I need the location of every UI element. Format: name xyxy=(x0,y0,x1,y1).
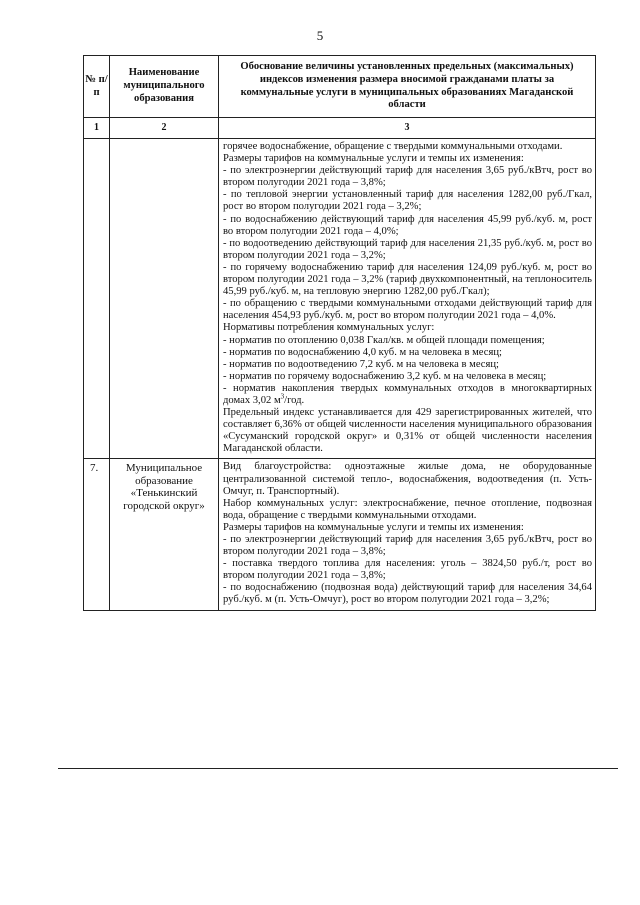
table-header-row xyxy=(84,56,596,118)
column-number-3: 3 xyxy=(219,118,596,139)
text-line: - поставка твердого топлива для населения: уголь – 3824,50 руб./т, рост во втором полугодии 2021 года – 3,8%; xyxy=(223,558,592,582)
tko-norm-tail: /год. xyxy=(284,394,305,406)
row-number: 7. xyxy=(84,459,110,610)
text-line: - норматив по водоснабжению 4,0 куб. м на человека в месяц; xyxy=(223,346,502,358)
text-line: - по обращению с твердыми коммунальными отходами действующий тариф для населения 454,93 руб./куб. м, рост во втором полугодии 2021 года – 4,0%. xyxy=(223,298,592,322)
empty-cell xyxy=(84,139,110,459)
header-number: № п/п xyxy=(84,56,110,118)
text-line: Набор коммунальных услуг: электроснабжение, печное отопление, подвозная вода, обращение с твердыми коммунальными отходами. xyxy=(223,497,592,521)
text-line: горячее водоснабжение, обращение с твердыми коммунальными отходами. xyxy=(223,141,563,152)
closing-paragraph: Предельный индекс устанавливается для 429 зарегистрированных жителей, что составляет 6,36% от общей численности населения муниципального образования «Сусуманский городской округ» и 0,31% от общей численности населения Магаданской области. xyxy=(223,407,592,455)
text-line: Нормативы потребления коммунальных услуг: xyxy=(223,322,435,334)
table-row xyxy=(84,459,596,610)
text-line: - по электроэнергии действующий тариф для населения 3,65 руб./кВтч, рост во втором полугодии 2021 года – 3,8%; xyxy=(223,534,592,558)
text-line: - норматив по отоплению 0,038 Гкал/кв. м общей площади помещения; xyxy=(223,334,545,346)
tariff-justification-table xyxy=(83,55,596,611)
text-line: - норматив по горячему водоснабжению 3,2 куб. м на человека в месяц; xyxy=(223,370,547,382)
table-row xyxy=(84,139,596,459)
tko-norm-line xyxy=(223,383,592,407)
justification-cell xyxy=(219,139,596,459)
text-line: Вид благоустройства: одноэтажные жилые дома, не оборудованные централизованной системой тепло-, водоснабжения, водоотведения (п. Усть-Омчуг, п. Транспортный). xyxy=(223,461,592,497)
text-line: - по тепловой энергии установленный тариф для населения 1282,00 руб./Гкал, рост во втором полугодии 2021 года – 3,2%; xyxy=(223,189,592,213)
text-line: - норматив по водоотведению 7,2 куб. м на человека в месяц; xyxy=(223,358,499,370)
text-line: Размеры тарифов на коммунальные услуги и темпы их изменения: xyxy=(223,521,524,533)
cubic-superscript: 3 xyxy=(280,392,285,401)
header-municipality: Наименование муниципального образования xyxy=(110,56,219,118)
text-line: - по водоотведению действующий тариф для населения 21,35 руб./куб. м, рост во втором полугодии 2021 года – 3,2%; xyxy=(223,237,592,261)
empty-cell xyxy=(110,139,219,459)
column-numbers-row xyxy=(84,118,596,139)
text-line: - по водоснабжению (подвозная вода) действующий тариф для населения 34,64 руб./куб. м (п. Усть-Омчуг), рост во втором полугодии 2021 года – 3,2%; xyxy=(223,582,592,606)
header-justification: Обоснование величины установленных предельных (максимальных) индексов изменения размера вносимой гражданами платы за коммунальные услуги в муниципальных образованиях Магаданской области xyxy=(219,56,596,118)
justification-cell xyxy=(219,459,596,610)
page-number: 5 xyxy=(316,28,324,43)
column-number-1: 1 xyxy=(84,118,110,139)
text-line: - по горячему водоснабжению тариф для населения 124,09 руб./куб. м, рост во втором полугодии 2021 года – 3,2% (тариф двухкомпонентный, на теплоноситель 45,99 руб./куб. м, на тепловую энергию 1282,00 руб./Гкал); xyxy=(223,261,592,298)
column-number-2: 2 xyxy=(110,118,219,139)
text-line: - по водоснабжению действующий тариф для населения 45,99 руб./куб. м, рост во втором полугодии 2021 года – 4,0%; xyxy=(223,213,592,237)
municipality-name: Муниципальное образование «Тенькинский городской округ» xyxy=(110,459,219,610)
tko-norm-text: - норматив накопления твердых коммунальных отходов в многоквартирных домах 3,02 м xyxy=(223,382,592,406)
bottom-rule xyxy=(58,768,618,769)
text-line: Размеры тарифов на коммунальные услуги и темпы их изменения: xyxy=(223,153,524,165)
text-line: - по электроэнергии действующий тариф для населения 3,65 руб./кВтч, рост во втором полугодии 2021 года – 3,8%; xyxy=(223,165,592,189)
